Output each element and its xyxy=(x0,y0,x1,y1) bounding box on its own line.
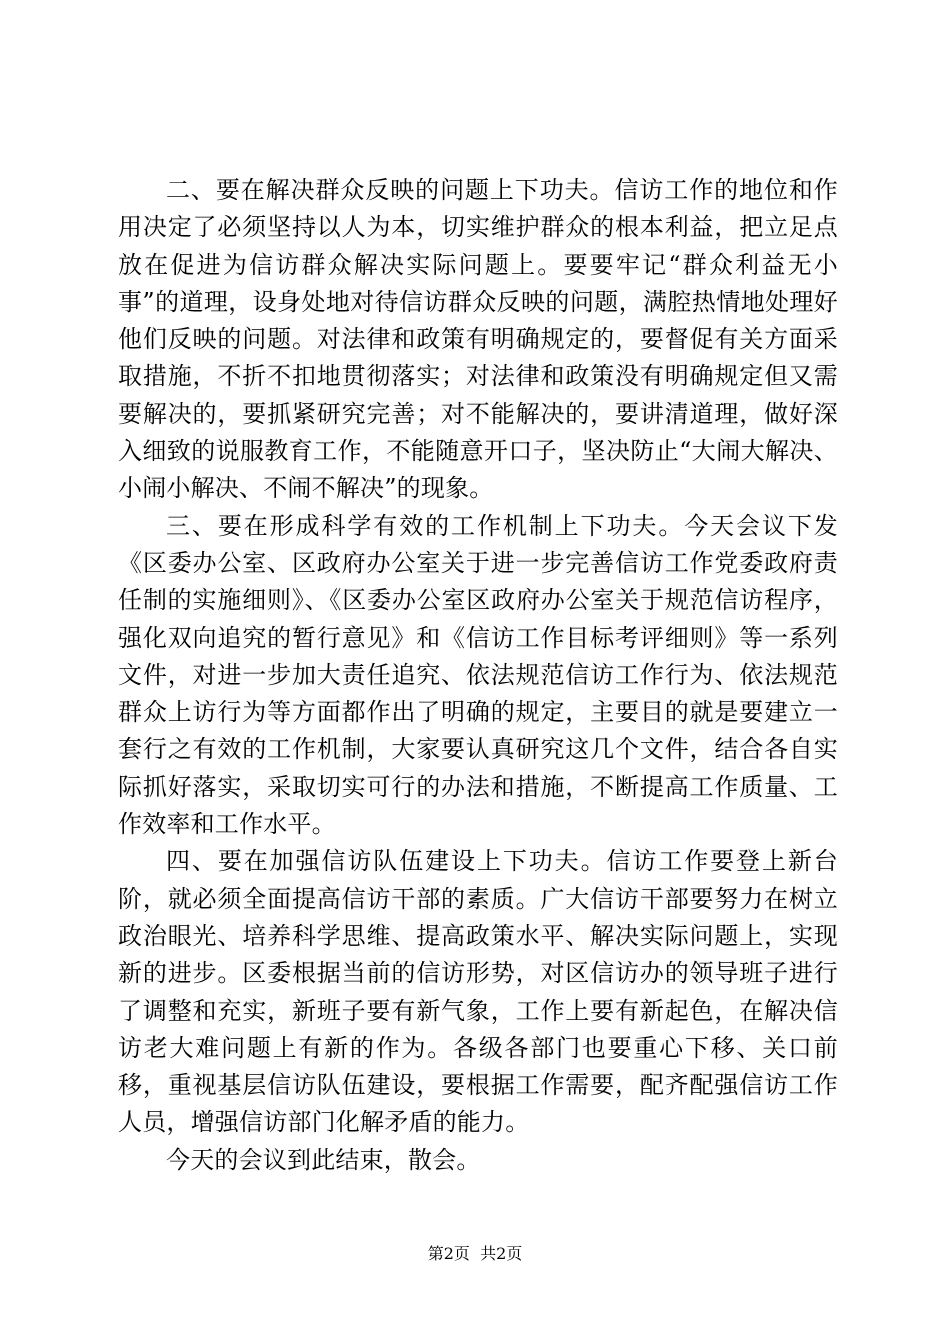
document-body xyxy=(118,172,838,1179)
page-footer xyxy=(0,1244,950,1264)
paragraph-4: 四、要在加强信访队伍建设上下功夫。信访工作要登上新台阶，就必须全面提高信访干部的素质。广大信访干部要努力在树立政治眼光、培养科学思维、提高政策水平、解决实际问题上，实现新的进步。区委根据当前的信访形势，对区信访办的领导班子进行了调整和充实，新班子要有新气象，工作上要有新起色，在解决信访老大难问题上有新的作为。各级各部门也要重心下移、关口前移，重视基层信访队伍建设，要根据工作需要，配齐配强信访工作人员，增强信访部门化解矛盾的能力。 xyxy=(118,847,838,1137)
closing-paragraph: 今天的会议到此结束，散会。 xyxy=(166,1145,481,1174)
paragraph-3: 三、要在形成科学有效的工作机制上下功夫。今天会议下发《区委办公室、区政府办公室关于进一步完善信访工作党委政府责任制的实施细则》、《区委办公室区政府办公室关于规范信访程序，强化双向追究的暂行意见》和《信访工作目标考评细则》等一系列文件，对进一步加大责任追究、依法规范信访工作行为、依法规范群众上访行为等方面都作出了明确的规定，主要目的就是要建立一套行之有效的工作机制，大家要认真研究这几个文件，结合各自实际抓好落实，采取切实可行的办法和措施，不断提高工作质量、工作效率和工作水平。 xyxy=(118,511,838,839)
page-number: 第2页 共2页 xyxy=(427,1244,523,1263)
paragraph-2: 二、要在解决群众反映的问题上下功夫。信访工作的地位和作用决定了必须坚持以人为本，切实维护群众的根本利益，把立足点放在促进为信访群众解决实际问题上。要要牢记“群众利益无小事”的道理，设身处地对待信访群众反映的问题，满腔热情地处理好他们反映的问题。对法律和政策有明确规定的，要督促有关方面采取措施，不折不扣地贯彻落实；对法律和政策没有明确规定但又需要解决的，要抓紧研究完善；对不能解决的，要讲清道理，做好深入细致的说服教育工作，不能随意开口子，坚决防止“大闹大解决、小闹小解决、不闹不解决”的现象。 xyxy=(118,176,838,503)
